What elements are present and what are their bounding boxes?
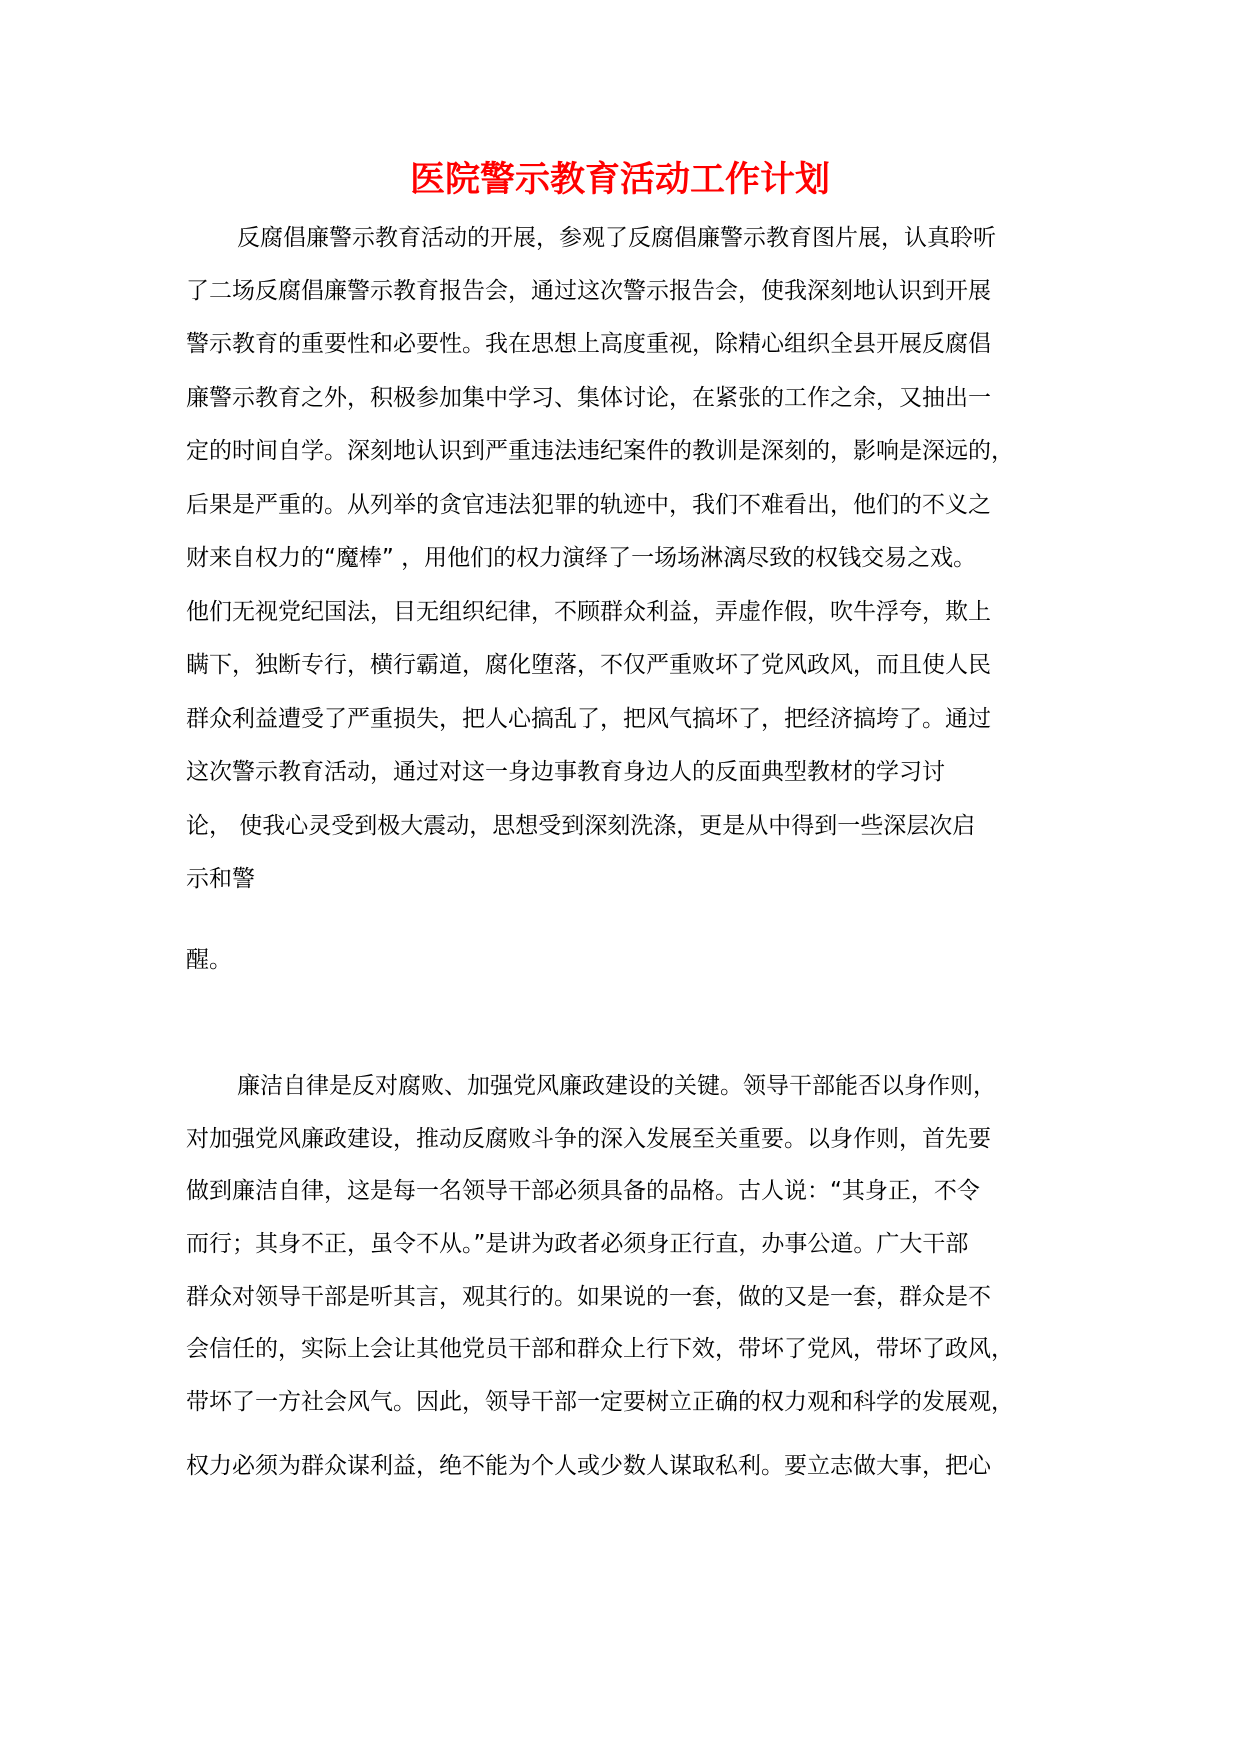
paragraph-line: 瞒下，独断专行，横行霸道，腐化堕落，不仅严重败坏了党风政风，而且使人民 (186, 652, 991, 678)
paragraph-line: 廉警示教育之外，积极参加集中学习、集体讨论，在紧张的工作之余，又抽出一 (186, 385, 991, 411)
paragraph-line: 后果是严重的。从列举的贪官违法犯罪的轨迹中，我们不难看出，他们的不义之 (186, 492, 991, 518)
paragraph-line: 定的时间自学。深刻地认识到严重违法违纪案件的教训是深刻的，影响是深远的， (186, 438, 1014, 464)
paragraph-line: 他们无视党纪国法，目无组织纪律，不顾群众利益，弄虚作假，吹牛浮夸，欺上 (186, 599, 991, 625)
paragraph-line: 群众利益遭受了严重损失，把人心搞乱了，把风气搞坏了，把经济搞垮了。通过 (186, 706, 991, 732)
paragraph-line: 会信任的，实际上会让其他党员干部和群众上行下效，带坏了党风，带坏了政风， (186, 1336, 1014, 1362)
paragraph-line: 对加强党风廉政建设，推动反腐败斗争的深入发展至关重要。以身作则，首先要 (186, 1126, 991, 1152)
paragraph-line: 反腐倡廉警示教育活动的开展，参观了反腐倡廉警示教育图片展，认真聆听 (237, 225, 996, 251)
paragraph-line: 做到廉洁自律，这是每一名领导干部必须具备的品格。古人说：“其身正，不令 (186, 1178, 980, 1204)
paragraph-line: 权力必须为群众谋利益，绝不能为个人或少数人谋取私利。要立志做大事，把心 (186, 1453, 991, 1479)
page-title: 医院警示教育活动工作计划 (409, 160, 830, 200)
paragraph-line: 而行；其身不正，虽令不从。”是讲为政者必须身正行直，办事公道。广大干部 (186, 1231, 969, 1257)
paragraph-line: 警示教育的重要性和必要性。我在思想上高度重视，除精心组织全县开展反腐倡 (186, 331, 991, 357)
paragraph-line: 示和警 (186, 866, 255, 892)
paragraph-line: 财来自权力的“魔棒” ，用他们的权力演绎了一场场淋漓尽致的权钱交易之戏。 (186, 545, 977, 571)
paragraph-line: 论， 使我心灵受到极大震动，思想受到深刻洗涤，更是从中得到一些深层次启 (186, 813, 976, 839)
paragraph-line: 了二场反腐倡廉警示教育报告会，通过这次警示报告会，使我深刻地认识到开展 (186, 278, 991, 304)
paragraph-line: 廉洁自律是反对腐败、加强党风廉政建设的关键。领导干部能否以身作则， (237, 1073, 996, 1099)
paragraph-line: 这次警示教育活动，通过对这一身边事教育身边人的反面典型教材的学习讨 (186, 759, 945, 785)
paragraph-line: 醒。 (186, 947, 232, 973)
paragraph-line: 群众对领导干部是听其言，观其行的。如果说的一套，做的又是一套，群众是不 (186, 1284, 991, 1310)
paragraph-line: 带坏了一方社会风气。因此，领导干部一定要树立正确的权力观和科学的发展观， (186, 1389, 1014, 1415)
